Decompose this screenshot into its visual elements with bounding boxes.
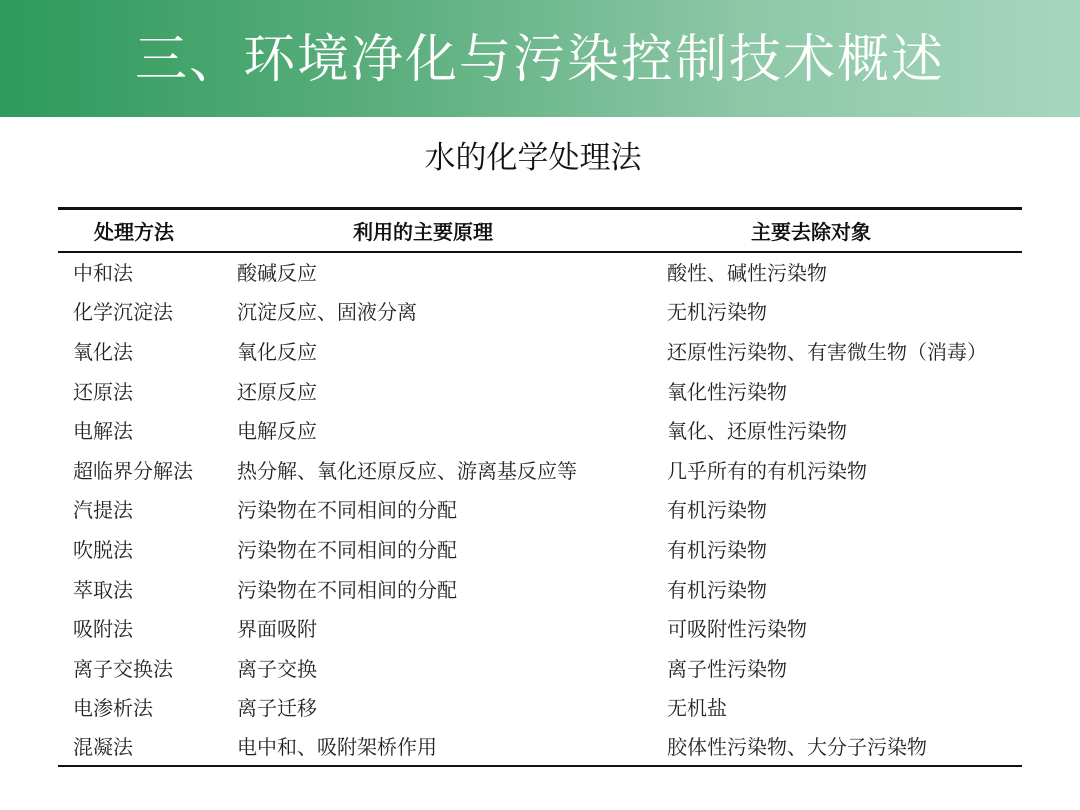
treatment-methods-table — [58, 207, 1022, 767]
cell-principle: 电中和、吸附架桥作用 — [223, 727, 653, 767]
table-row — [58, 687, 1022, 727]
table-row — [58, 291, 1022, 331]
table-subtitle: 水的化学处理法 — [424, 140, 642, 176]
table-row — [58, 410, 1022, 450]
cell-target: 还原性污染物、有害微生物（消毒） — [667, 339, 987, 364]
cell-principle: 氧化反应 — [237, 339, 317, 364]
cell-target: 无机盐 — [667, 696, 727, 721]
cell-target: 可吸附性污染物 — [667, 617, 807, 642]
table-row — [58, 449, 1022, 489]
cell-target: 酸性、碱性污染物 — [667, 261, 827, 286]
cell-principle: 污染物在不同相间的分配 — [237, 498, 457, 523]
header-method: 处理方法 — [58, 209, 223, 252]
title-banner — [0, 0, 1080, 117]
cell-target: 氧化性污染物 — [667, 379, 787, 404]
cell-principle: 污染物在不同相间的分配 — [237, 577, 457, 602]
cell-method: 中和法 — [73, 261, 133, 286]
cell-target: 有机污染物 — [667, 537, 767, 562]
table-row — [58, 370, 1022, 410]
table-row — [58, 331, 1022, 371]
cell-method: 混凝法 — [58, 727, 223, 767]
cell-method: 汽提法 — [73, 498, 133, 523]
header-target: 主要去除对象 — [653, 209, 1022, 252]
cell-principle: 污染物在不同相间的分配 — [237, 537, 457, 562]
table-row — [58, 727, 1022, 767]
cell-principle: 离子交换 — [237, 656, 317, 681]
cell-target: 几乎所有的有机污染物 — [667, 458, 867, 483]
slide-title: 三、环境净化与污染控制技术概述 — [134, 30, 945, 90]
cell-principle: 热分解、氧化还原反应、游离基反应等 — [237, 458, 577, 483]
table-row — [58, 252, 1022, 292]
table-row — [58, 529, 1022, 569]
cell-principle: 沉淀反应、固液分离 — [237, 300, 417, 325]
cell-target: 有机污染物 — [667, 498, 767, 523]
cell-principle: 界面吸附 — [237, 617, 317, 642]
cell-method: 电解法 — [73, 419, 133, 444]
cell-target: 有机污染物 — [667, 577, 767, 602]
cell-method: 超临界分解法 — [73, 458, 193, 483]
cell-target: 胶体性污染物、大分子污染物 — [653, 727, 1022, 767]
cell-principle: 离子迁移 — [237, 696, 317, 721]
table-row — [58, 568, 1022, 608]
cell-method: 电渗析法 — [73, 696, 153, 721]
table-row — [58, 608, 1022, 648]
cell-principle: 还原反应 — [237, 379, 317, 404]
header-principle: 利用的主要原理 — [223, 209, 653, 252]
cell-method: 化学沉淀法 — [73, 300, 173, 325]
cell-method: 萃取法 — [73, 577, 133, 602]
cell-target: 氧化、还原性污染物 — [667, 419, 847, 444]
cell-method: 离子交换法 — [73, 656, 173, 681]
table-row — [58, 489, 1022, 529]
cell-principle: 电解反应 — [237, 419, 317, 444]
table-row — [58, 647, 1022, 687]
cell-principle: 酸碱反应 — [237, 261, 317, 286]
cell-method: 吸附法 — [73, 617, 133, 642]
cell-target: 无机污染物 — [667, 300, 767, 325]
cell-method: 还原法 — [73, 379, 133, 404]
cell-target: 离子性污染物 — [667, 656, 787, 681]
cell-method: 吹脱法 — [73, 537, 133, 562]
cell-method: 氧化法 — [73, 339, 133, 364]
table-header-row — [58, 209, 1022, 252]
